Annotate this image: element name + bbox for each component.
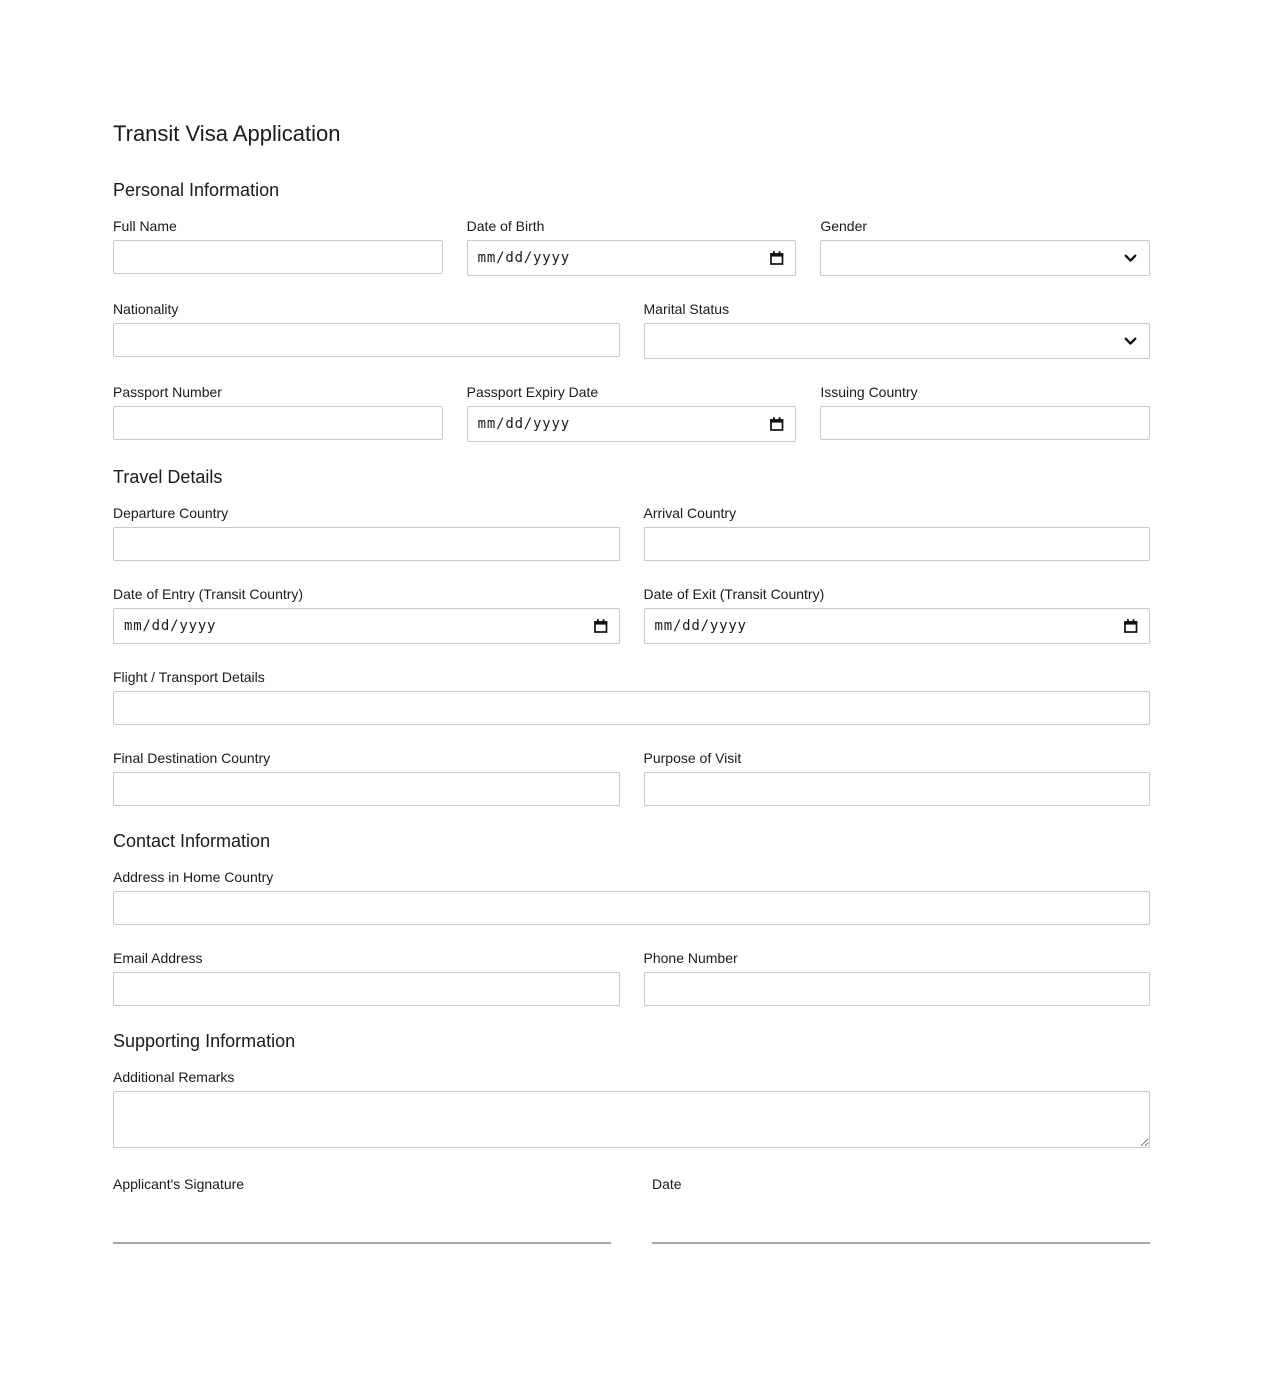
personal-row-3 [113, 384, 1150, 442]
issuing-country-label: Issuing Country [820, 384, 918, 400]
passport-number-label: Passport Number [113, 384, 222, 400]
chevron-down-icon[interactable] [1124, 254, 1137, 263]
arrival-country-label: Arrival Country [643, 505, 737, 521]
signature-block [113, 1176, 1150, 1244]
field-email-address [113, 950, 620, 1006]
travel-row-1 [113, 505, 1150, 561]
field-arrival-country [644, 505, 1151, 561]
gender-label: Gender [820, 218, 868, 234]
field-gender [820, 218, 1150, 276]
signature-line [113, 1242, 611, 1244]
flight-transport-details-label: Flight / Transport Details [113, 669, 265, 685]
email-address-label: Email Address [113, 950, 203, 966]
flight-transport-details-input[interactable] [113, 691, 1150, 725]
date-of-birth-input[interactable] [467, 240, 797, 276]
contact-information-heading: Contact Information [113, 831, 271, 851]
calendar-icon[interactable] [1122, 618, 1139, 635]
section-supporting-information [113, 1031, 1150, 1148]
calendar-icon[interactable] [768, 250, 785, 267]
final-destination-country-label: Final Destination Country [113, 750, 271, 766]
field-final-destination-country [113, 750, 620, 806]
applicant-signature-label: Applicant's Signature [113, 1176, 245, 1192]
signature-date-label: Date [652, 1176, 682, 1192]
travel-row-2 [113, 586, 1150, 644]
transit-visa-form [113, 0, 1150, 1337]
email-address-input[interactable] [113, 972, 620, 1006]
departure-country-label: Departure Country [113, 505, 229, 521]
travel-row-3 [113, 669, 1150, 725]
field-date-of-birth [467, 218, 797, 276]
contact-row-1 [113, 869, 1150, 925]
additional-remarks-textarea[interactable] [113, 1091, 1150, 1148]
marital-status-select[interactable] [644, 323, 1151, 359]
personal-row-1 [113, 218, 1150, 276]
date-placeholder: mm/dd/yyyy [477, 416, 570, 432]
full-name-label: Full Name [113, 218, 177, 234]
final-destination-country-input[interactable] [113, 772, 620, 806]
section-travel-details [113, 467, 1150, 806]
field-passport-expiry-date [467, 384, 797, 442]
passport-expiry-date-input[interactable] [467, 406, 797, 442]
calendar-icon[interactable] [768, 416, 785, 433]
signature-column [113, 1176, 611, 1244]
address-home-country-input[interactable] [113, 891, 1150, 925]
field-nationality [113, 301, 620, 359]
full-name-input[interactable] [113, 240, 443, 274]
field-departure-country [113, 505, 620, 561]
field-additional-remarks [113, 1069, 1150, 1148]
nationality-label: Nationality [113, 301, 179, 317]
travel-row-4 [113, 750, 1150, 806]
phone-number-input[interactable] [644, 972, 1151, 1006]
date-column [652, 1176, 1150, 1244]
date-of-exit-input[interactable] [644, 608, 1151, 644]
date-line [652, 1242, 1150, 1244]
date-placeholder: mm/dd/yyyy [654, 618, 747, 634]
phone-number-label: Phone Number [643, 950, 738, 966]
arrival-country-input[interactable] [644, 527, 1151, 561]
field-full-name [113, 218, 443, 276]
field-issuing-country [820, 384, 1150, 442]
supporting-row-1 [113, 1069, 1150, 1148]
page-title: Transit Visa Application [113, 121, 341, 146]
travel-details-heading: Travel Details [113, 467, 223, 487]
section-personal-information [113, 180, 1150, 442]
date-of-entry-label: Date of Entry (Transit Country) [113, 586, 304, 602]
address-home-country-label: Address in Home Country [113, 869, 274, 885]
contact-row-2 [113, 950, 1150, 1006]
chevron-down-icon[interactable] [1124, 337, 1137, 346]
marital-status-label: Marital Status [643, 301, 730, 317]
field-marital-status [644, 301, 1151, 359]
section-contact-information [113, 831, 1150, 1006]
passport-expiry-date-label: Passport Expiry Date [466, 384, 599, 400]
date-of-entry-input[interactable] [113, 608, 620, 644]
additional-remarks-label: Additional Remarks [113, 1069, 235, 1085]
date-placeholder: mm/dd/yyyy [124, 618, 217, 634]
date-of-exit-label: Date of Exit (Transit Country) [643, 586, 825, 602]
field-phone-number [644, 950, 1151, 1006]
departure-country-input[interactable] [113, 527, 620, 561]
personal-row-2 [113, 301, 1150, 359]
gender-select[interactable] [820, 240, 1150, 276]
passport-number-input[interactable] [113, 406, 443, 440]
issuing-country-input[interactable] [820, 406, 1150, 440]
purpose-of-visit-input[interactable] [644, 772, 1151, 806]
field-address-home-country [113, 869, 1150, 925]
field-date-of-exit [644, 586, 1151, 644]
calendar-icon[interactable] [592, 618, 609, 635]
date-of-birth-label: Date of Birth [466, 218, 545, 234]
nationality-input[interactable] [113, 323, 620, 357]
personal-information-heading: Personal Information [113, 180, 280, 200]
field-passport-number [113, 384, 443, 442]
field-flight-transport-details [113, 669, 1150, 725]
field-purpose-of-visit [644, 750, 1151, 806]
field-date-of-entry [113, 586, 620, 644]
date-placeholder: mm/dd/yyyy [477, 250, 570, 266]
supporting-information-heading: Supporting Information [113, 1031, 296, 1051]
purpose-of-visit-label: Purpose of Visit [643, 750, 742, 766]
